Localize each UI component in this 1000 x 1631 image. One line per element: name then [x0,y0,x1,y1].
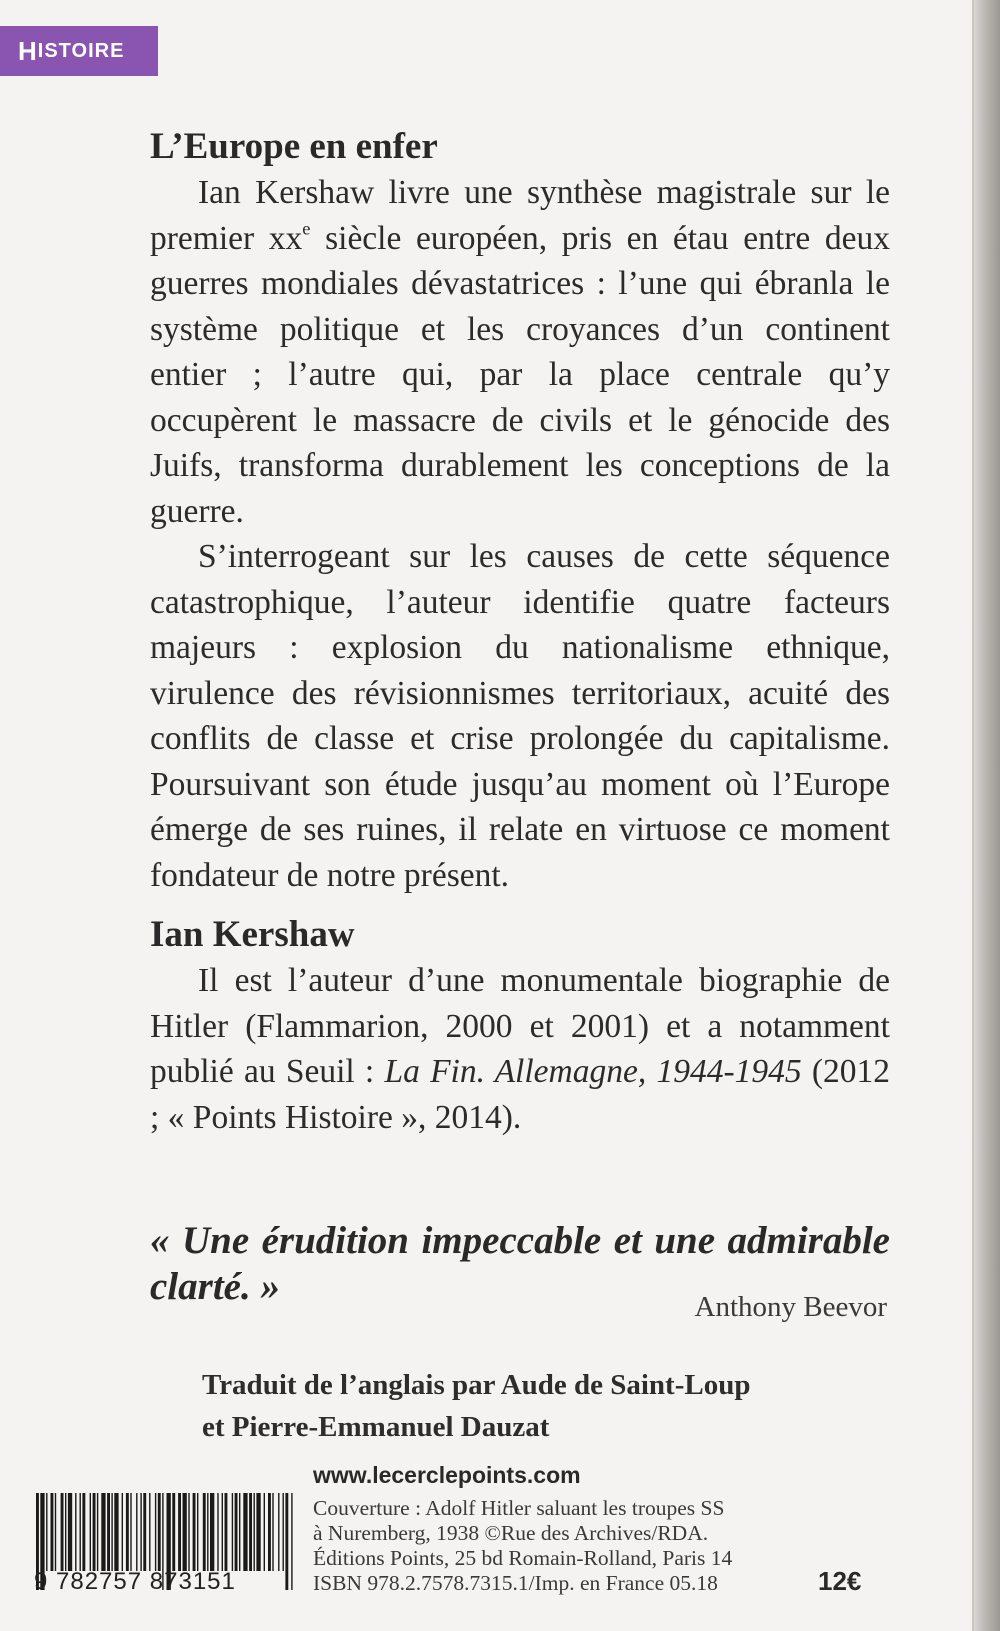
barcode-bar [268,1493,271,1571]
barcode-bar [82,1493,85,1571]
barcode-bar [149,1493,150,1571]
barcode-bar [235,1493,238,1571]
barcode-bar [278,1493,279,1571]
section-title-europe: L’Europe en enfer [150,126,438,167]
barcode-bar [172,1493,175,1571]
barcode-bar [203,1493,206,1571]
barcode-bar [51,1493,54,1571]
barcode-bar [283,1493,284,1571]
barcode-bar [264,1493,265,1571]
credit-line-2: à Nuremberg, 1938 ©Rue des Archives/RDA. [313,1521,709,1545]
translator-line-2: et Pierre-Emmanuel Dauzat [202,1411,550,1443]
translator-line-1: Traduit de l’anglais par Aude de Saint-Loup [202,1369,751,1401]
century-superscript: e [302,217,311,238]
barcode-bar [197,1493,198,1571]
category-badge [0,26,158,76]
badge-initial: H [18,35,38,66]
barcode-bar [210,1493,214,1571]
barcode-bar [217,1493,218,1571]
author-heading: Ian Kershaw [150,914,355,955]
author-bio [150,958,890,1140]
barcode-bar [178,1493,181,1571]
barcode-bar [254,1493,255,1571]
spine-edge [974,0,1000,1631]
barcode-bar [136,1493,137,1571]
publication-credits [313,1496,732,1596]
press-quote: « Une érudition impeccable et une admirable clarté. » [150,1219,890,1308]
barcode-bar [256,1493,260,1571]
barcode-bar [232,1493,233,1571]
synopsis-p1-start: Ian Kershaw livre une synthèse magistrale sur le premier xx [150,174,890,257]
barcode-bar [101,1493,105,1571]
barcode-bar [126,1493,129,1571]
translator-credit [202,1364,750,1448]
barcode-bar [272,1493,273,1571]
barcode-bar [143,1493,146,1571]
barcode-bar [46,1493,47,1571]
bio-start: Il est l’auteur d’une monumentale biographie de Hitler (Flammarion, 2000 et 2001) et a notamment publié au Seuil : [150,962,890,1090]
barcode-bar [65,1493,66,1571]
barcode-digits: 9 782757 873151 [34,1568,236,1595]
barcode-bar [225,1493,228,1571]
bio-book-title: La Fin. Allemagne, 1944-1945 [384,1053,802,1090]
barcode-bar [93,1493,96,1571]
barcode-bar [239,1493,240,1571]
barcode-bar [55,1493,56,1571]
barcode-bar [158,1493,161,1571]
barcode-bar [243,1493,247,1571]
barcode-bar [111,1493,112,1571]
credit-line-4: ISBN 978.2.7578.7315.1/Imp. en France 05.18 [313,1571,718,1595]
synopsis-paragraph-2: S’interrogeant sur les causes de cette séquence catastrophique, l’auteur identifie quatre facteurs majeurs : explosion du nationalisme ethnique, virulence des révisionnismes territoriaux, acuité des conflits de classe et crise prolongée du capitalisme. Poursuivant son étude jusqu’au moment où l’Europe émerge de ses ruines, il relate en virtuose ce moment fondateur de notre présent. [150,538,890,894]
barcode-bar [122,1493,123,1571]
barcode-bar [207,1493,208,1571]
credit-line-3: Éditions Points, 25 bd Romain-Rolland, Paris 14 [313,1546,733,1570]
bio-end: (2012 ; « Points Histoire », 2014). [150,1053,890,1136]
barcode-bar [222,1493,223,1571]
barcode-bar [114,1493,118,1571]
badge-rest: ISTOIRE [37,39,125,62]
publisher-website: www.lecerclepoints.com [313,1462,581,1488]
barcode-bar [61,1493,64,1571]
price: 12€ [818,1566,862,1596]
barcode-bar [155,1493,156,1571]
barcode-bar [75,1493,76,1571]
barcode-bar [130,1493,131,1571]
barcode-bar [188,1493,189,1571]
barcode-bar [249,1493,252,1571]
barcode-bar [90,1493,91,1571]
barcode-bar [193,1493,196,1571]
barcode-bar [68,1493,72,1571]
back-cover-text [150,122,890,1140]
barcode-bar [140,1493,141,1571]
barcode-bar [97,1493,98,1571]
barcode-bar [107,1493,110,1571]
synopsis-p1-end: siècle européen, pris en étau entre deux guerres mondiales dévastatrices : l’une qui ébranla le système politique et les croyances d’un continent entier ; l’autre qui, par la place centrale qu’y occupèrent le massacre de civils et le génocide des Juifs, transforma durablement les conceptions de la guerre. [150,219,890,530]
quote-author: Anthony Beevor [694,1291,887,1323]
credit-line-1: Couverture : Adolf Hitler saluant les troupes SS [313,1496,725,1520]
barcode-bar [80,1493,81,1571]
barcode-bar [183,1493,187,1571]
synopsis-paragraph-1 [150,170,890,534]
